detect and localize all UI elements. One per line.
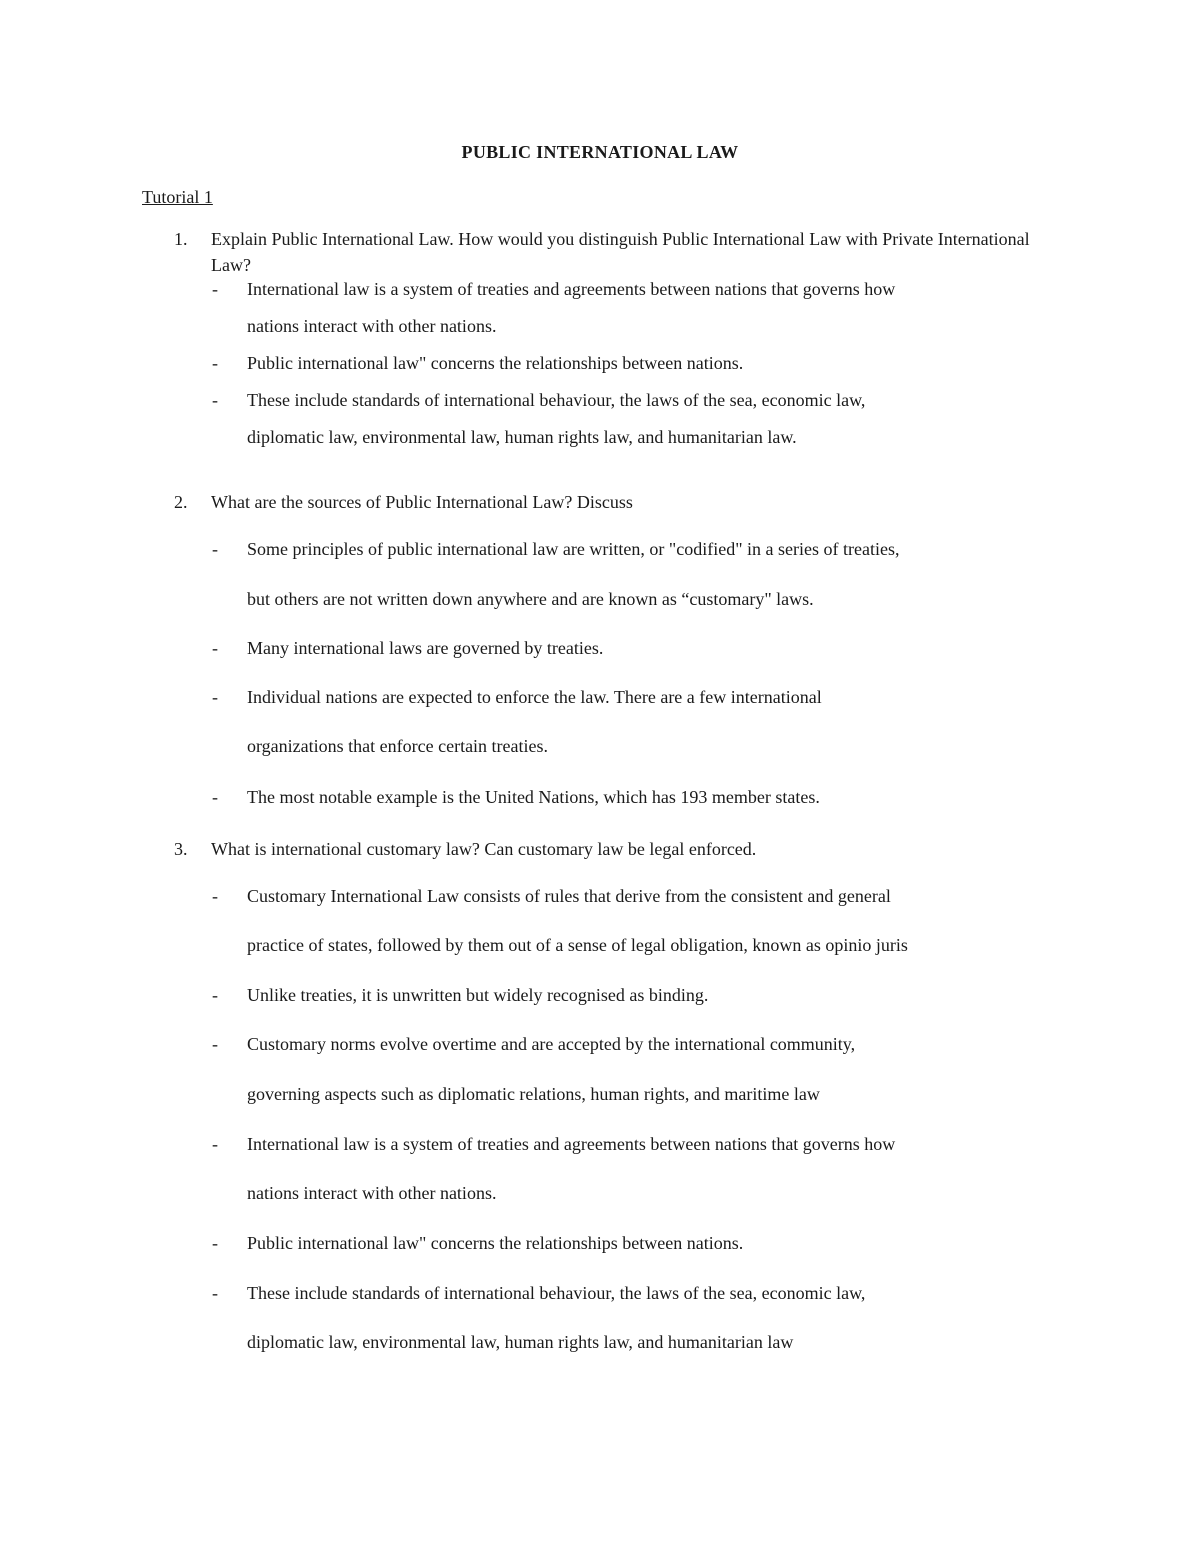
bullet-marker: - (212, 687, 218, 707)
bullet-marker: - (212, 1233, 218, 1253)
bullet-text: The most notable example is the United Nations, which has 193 member states. (247, 787, 820, 807)
bullet-continuation: organizations that enforce certain treaties. (247, 736, 549, 756)
bullet-text: These include standards of international behaviour, the laws of the sea, economic law, (247, 390, 866, 410)
bullet-text: International law is a system of treaties and agreements between nations that governs how (247, 1134, 896, 1154)
question-text: What is international customary law? Can customary law be legal enforced. (211, 839, 757, 859)
bullet-marker: - (212, 353, 218, 373)
bullet-text: Public international law" concerns the relationships between nations. (247, 1233, 744, 1253)
bullet-text: Customary International Law consists of rules that derive from the consistent and general (247, 886, 891, 906)
question-text: What are the sources of Public International Law? Discuss (211, 492, 633, 512)
bullet-marker: - (212, 1134, 218, 1154)
bullet-marker: - (212, 390, 218, 410)
bullet-continuation: practice of states, followed by them out of a sense of legal obligation, known as opinio juris (247, 935, 908, 955)
bullet-marker: - (212, 638, 218, 658)
bullet-marker: - (212, 539, 218, 559)
bullet-continuation: diplomatic law, environmental law, human rights law, and humanitarian law (247, 1332, 794, 1352)
bullet-continuation: diplomatic law, environmental law, human rights law, and humanitarian law. (247, 427, 797, 447)
bullet-text: Public international law" concerns the relationships between nations. (247, 353, 744, 373)
question-text: Explain Public International Law. How would you distinguish Public International Law with Private International Law? (211, 229, 1030, 275)
bullet-text: These include standards of international behaviour, the laws of the sea, economic law, (247, 1283, 866, 1303)
tutorial-heading: Tutorial 1 (142, 187, 213, 207)
bullet-marker: - (212, 886, 218, 906)
bullet-text: Unlike treaties, it is unwritten but widely recognised as binding. (247, 985, 709, 1005)
bullet-marker: - (212, 985, 218, 1005)
bullet-marker: - (212, 279, 218, 299)
question-number: 2. (174, 492, 188, 512)
bullet-marker: - (212, 1034, 218, 1054)
question-number: 3. (174, 839, 188, 859)
bullet-continuation: nations interact with other nations. (247, 316, 497, 336)
bullet-text: Individual nations are expected to enforce the law. There are a few international (247, 687, 822, 707)
bullet-marker: - (212, 1283, 218, 1303)
bullet-continuation: nations interact with other nations. (247, 1183, 497, 1203)
bullet-continuation: governing aspects such as diplomatic relations, human rights, and maritime law (247, 1084, 820, 1104)
bullet-text: International law is a system of treaties and agreements between nations that governs how (247, 279, 896, 299)
bullet-text: Many international laws are governed by treaties. (247, 638, 604, 658)
bullet-continuation: but others are not written down anywhere and are known as “customary" laws. (247, 589, 814, 609)
question-number: 1. (174, 229, 188, 249)
page-title: PUBLIC INTERNATIONAL LAW (461, 142, 739, 162)
bullet-marker: - (212, 787, 218, 807)
bullet-text: Some principles of public international law are written, or "codified" in a series of treaties, (247, 539, 900, 559)
bullet-text: Customary norms evolve overtime and are accepted by the international community, (247, 1034, 856, 1054)
